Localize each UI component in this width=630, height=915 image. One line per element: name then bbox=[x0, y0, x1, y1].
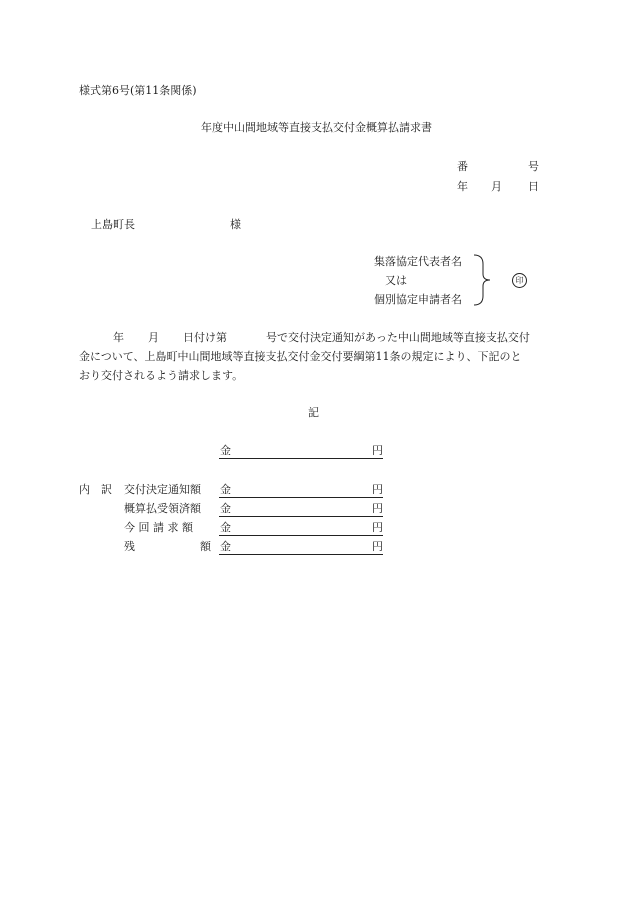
right-brace-icon bbox=[470, 252, 494, 308]
form-number: 様式第6号(第11条関係) bbox=[79, 84, 197, 97]
body-year: 年 bbox=[113, 331, 124, 344]
date-month: 月 bbox=[491, 180, 502, 193]
breakdown-row-yen: 円 bbox=[372, 502, 383, 515]
breakdown-row-label: 概算払受領済額 bbox=[124, 502, 201, 515]
breakdown-row-label: 交付決定通知額 bbox=[124, 483, 201, 496]
date-day: 日 bbox=[528, 180, 539, 193]
breakdown-row-yen: 円 bbox=[372, 521, 383, 534]
breakdown-row-label: 今 回 請 求 額 bbox=[124, 521, 193, 534]
breakdown-row-underline bbox=[219, 516, 383, 517]
breakdown-row-kin: 金 bbox=[220, 502, 231, 515]
applicant-individual-label: 個別協定申請者名 bbox=[374, 293, 462, 306]
breakdown-label: 内 訳 bbox=[79, 483, 112, 496]
breakdown-row-yen: 円 bbox=[372, 540, 383, 553]
applicant-or-label: 又は bbox=[385, 274, 407, 287]
document-title: 年度中山間地域等直接支払交付金概算払請求書 bbox=[201, 121, 432, 134]
total-yen: 円 bbox=[372, 444, 383, 457]
breakdown-row-label-b: 額 bbox=[200, 540, 211, 553]
total-underline bbox=[219, 458, 383, 459]
doc-number-label: 番 bbox=[457, 160, 468, 173]
breakdown-row-yen: 円 bbox=[372, 483, 383, 496]
body-line1-rest: 号で交付決定通知があった中山間地域等直接支払交付 bbox=[266, 331, 530, 344]
breakdown-row-underline bbox=[219, 497, 383, 498]
doc-number-suffix: 号 bbox=[528, 160, 539, 173]
addressee-honorific: 様 bbox=[230, 218, 241, 231]
ki-heading: 記 bbox=[308, 406, 319, 419]
body-line2: 金について、上島町中山間地域等直接支払交付金交付要綱第11条の規定により、下記のと bbox=[79, 350, 522, 363]
date-year: 年 bbox=[457, 180, 468, 193]
breakdown-row-underline bbox=[219, 554, 383, 555]
breakdown-row-kin: 金 bbox=[220, 483, 231, 496]
breakdown-row-label-a: 残 bbox=[124, 540, 135, 553]
breakdown-row-kin: 金 bbox=[220, 540, 231, 553]
breakdown-row-kin: 金 bbox=[220, 521, 231, 534]
applicant-representative-label: 集落協定代表者名 bbox=[374, 255, 462, 268]
breakdown-row-underline bbox=[219, 535, 383, 536]
addressee-name: 上島町長 bbox=[91, 218, 135, 231]
body-day-dai: 日付け第 bbox=[183, 331, 227, 344]
total-kin: 金 bbox=[220, 444, 231, 457]
body-line3: おり交付されるよう請求します。 bbox=[79, 369, 244, 382]
seal-mark-icon: 印 bbox=[512, 273, 527, 288]
body-month: 月 bbox=[148, 331, 159, 344]
